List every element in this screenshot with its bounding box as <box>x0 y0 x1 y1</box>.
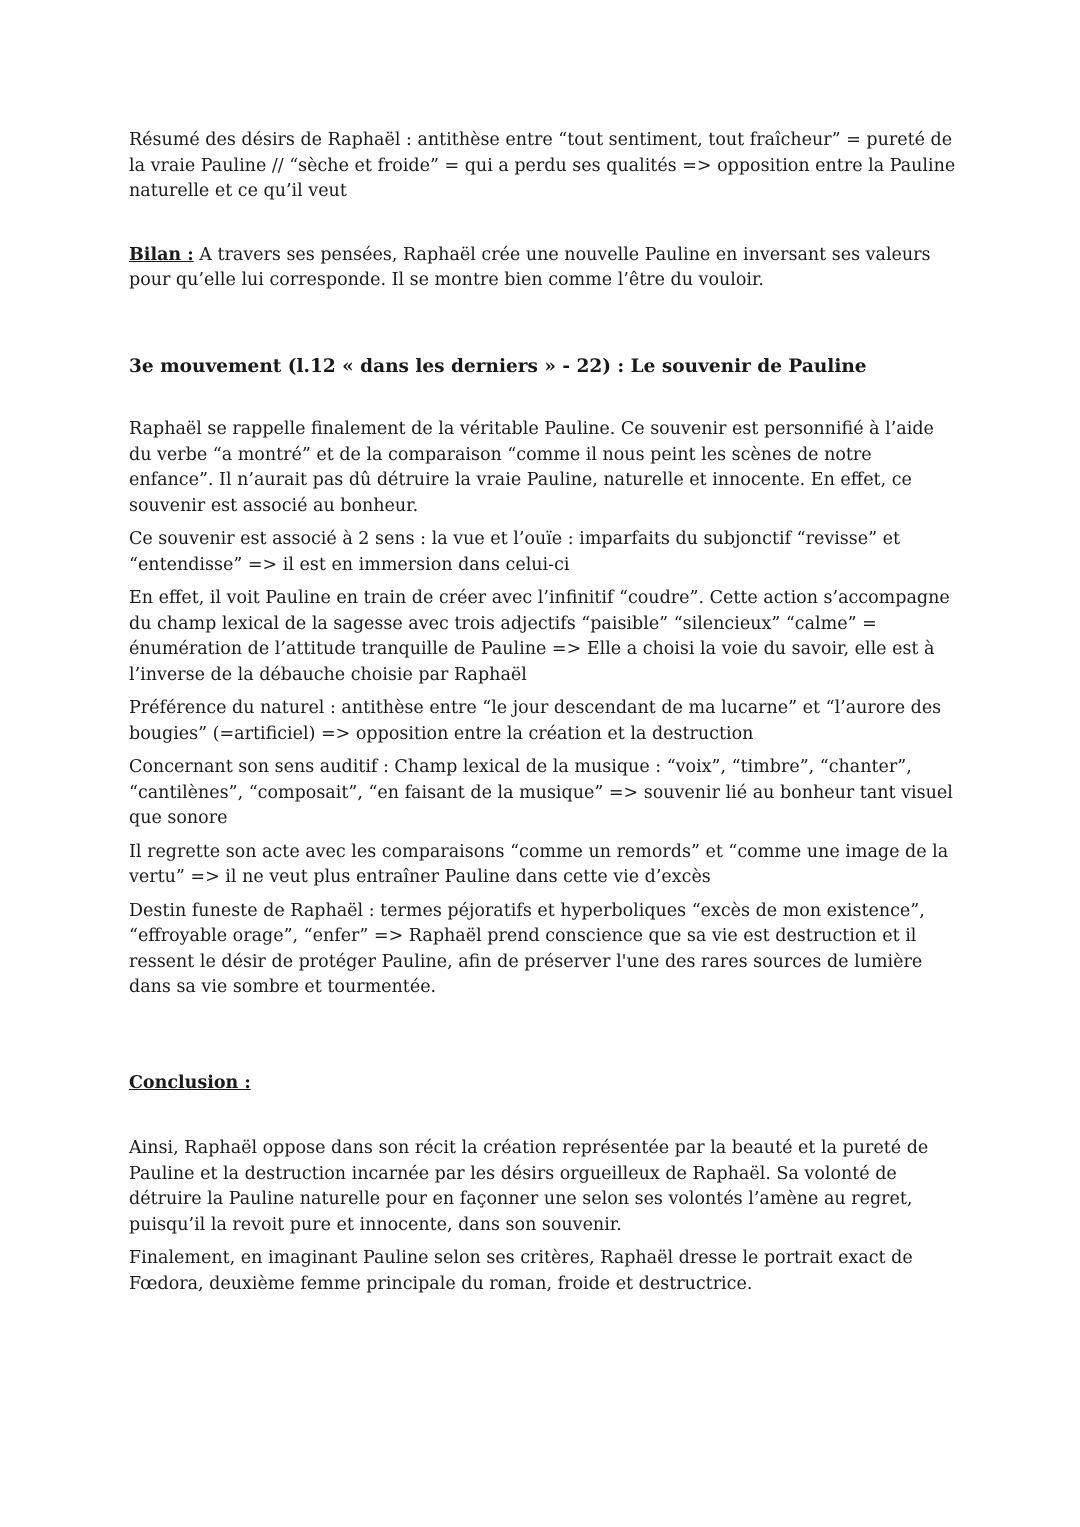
conclusion-heading: Conclusion : <box>129 1072 251 1093</box>
bilan-paragraph <box>129 243 959 294</box>
section-paragraph: Ce souvenir est associé à 2 sens : la vue et l’ouïe : imparfaits du subjonctif “revisse” et “entendisse” => il est en immersion dans celui-ci <box>129 529 901 575</box>
document-page <box>129 128 959 1297</box>
section-paragraph: En effet, il voit Pauline en train de créer avec l’infinitif “coudre”. Cette action s’accompagne du champ lexical de la sagesse avec trois adjectifs “paisible” “silencieux” “calme” = énumération de l’attitude tranquille de Pauline => Elle a choisi la voie du savoir, elle est à l’inverse de la débauche choisie par Raphaël <box>129 588 950 685</box>
section-paragraph: Préférence du naturel : antithèse entre “le jour descendant de ma lucarne” et “l’aurore des bougies” (=artificiel) => opposition entre la création et la destruction <box>129 698 942 744</box>
section-paragraph: Il regrette son acte avec les comparaisons “comme un remords” et “comme une image de la vertu” => il ne veut plus entraîner Pauline dans cette vie d’excès <box>129 841 949 887</box>
conclusion-paragraph: Finalement, en imaginant Pauline selon ses critères, Raphaël dresse le portrait exact de Fœdora, deuxième femme principale du roman, froide et destructrice. <box>129 1248 913 1294</box>
section-paragraph: Concernant son sens auditif : Champ lexical de la musique : “voix”, “timbre”, “chanter”, “cantilènes”, “composait”, “en faisant de la musique” => souvenir lié au bonheur tant visuel que sonore <box>129 757 953 828</box>
section-heading: 3e mouvement (l.12 « dans les derniers » - 22) : Le souvenir de Pauline <box>129 355 867 377</box>
section-paragraph: Raphaël se rappelle finalement de la véritable Pauline. Ce souvenir est personnifié à l’aide du verbe “a montré” et de la comparaison “comme il nous peint les scènes de notre enfance”. Il n’aurait pas dû détruire la vraie Pauline, naturelle et innocente. En effet, ce souvenir est associé au bonheur. <box>129 419 934 516</box>
bilan-label: Bilan : <box>129 244 194 265</box>
intro-paragraph: Résumé des désirs de Raphaël : antithèse entre “tout sentiment, tout fraîcheur” = pureté de la vraie Pauline // “sèche et froide” = qui a perdu ses qualités => opposition entre la Pauline naturelle et ce qu’il veut <box>129 130 956 201</box>
section-paragraph: Destin funeste de Raphaël : termes péjoratifs et hyperboliques “excès de mon existence”, “effroyable orage”, “enfer” => Raphaël prend conscience que sa vie est destruction et il ressent le désir de protéger Pauline, afin de préserver l'une des rares sources de lumière dans sa vie sombre et tourmentée. <box>129 900 925 997</box>
bilan-text: A travers ses pensées, Raphaël crée une nouvelle Pauline en inversant ses valeurs pour qu’elle lui corresponde. Il se montre bien comme l’être du vouloir. <box>129 244 931 290</box>
conclusion-paragraph: Ainsi, Raphaël oppose dans son récit la création représentée par la beauté et la pureté de Pauline et la destruction incarnée par les désirs orgueilleux de Raphaël. Sa volonté de détruire la Pauline naturelle pour en façonner une selon ses volontés l’amène au regret, puisqu’il la revoit pure et innocente, dans son souvenir. <box>129 1138 929 1235</box>
